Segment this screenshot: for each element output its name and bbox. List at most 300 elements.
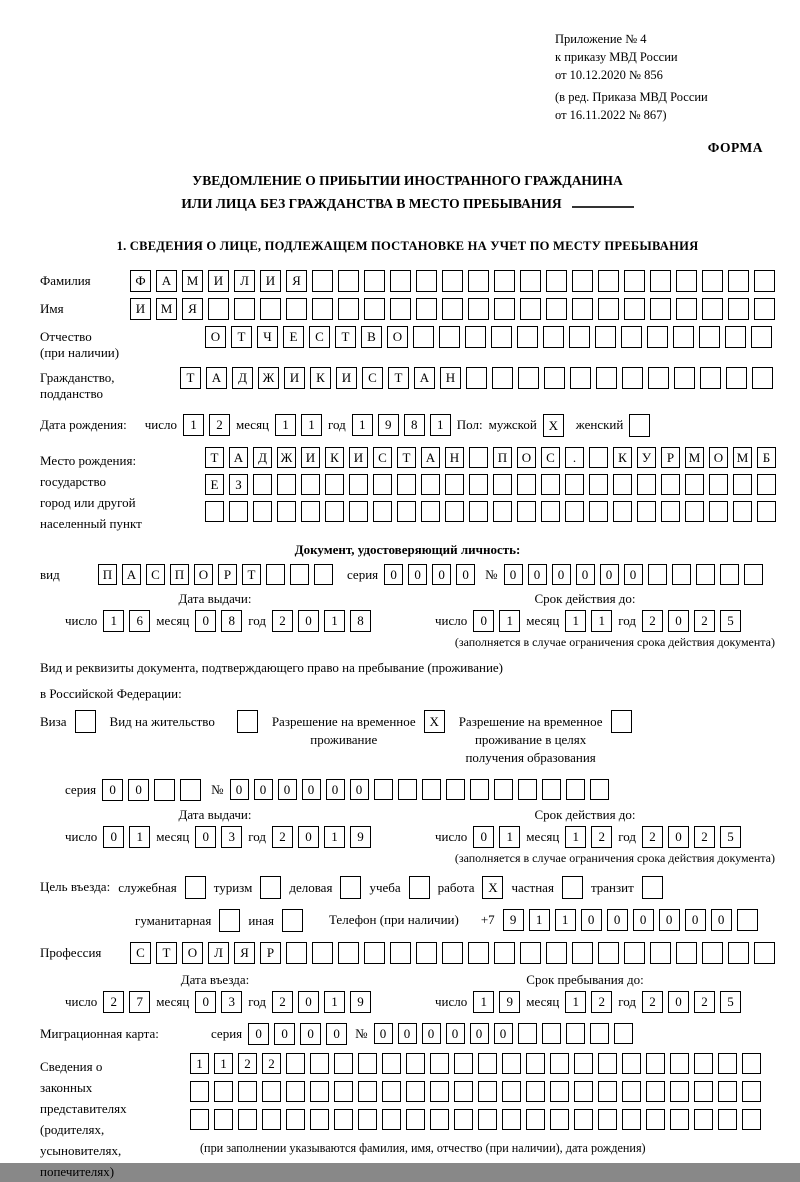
char-cell[interactable] <box>466 367 487 389</box>
char-cell[interactable]: 0 <box>432 564 451 585</box>
char-cell[interactable] <box>358 1053 377 1074</box>
char-cell[interactable] <box>672 564 691 585</box>
char-cell[interactable] <box>685 474 704 495</box>
char-cell[interactable] <box>469 501 488 522</box>
char-cell[interactable]: Ж <box>258 367 279 389</box>
char-cell[interactable] <box>262 1109 281 1130</box>
char-cell[interactable]: 0 <box>103 826 124 848</box>
char-cell[interactable] <box>546 942 567 964</box>
char-cell[interactable]: А <box>206 367 227 389</box>
char-cell[interactable]: Р <box>260 942 281 964</box>
char-cell[interactable] <box>622 1053 641 1074</box>
char-cell[interactable]: 0 <box>298 610 319 632</box>
char-cell[interactable] <box>262 1081 281 1102</box>
char-cell[interactable] <box>454 1081 473 1102</box>
char-cell[interactable] <box>312 942 333 964</box>
char-cell[interactable] <box>589 501 608 522</box>
char-cell[interactable]: К <box>613 447 632 468</box>
char-cell[interactable]: К <box>310 367 331 389</box>
char-cell[interactable]: 0 <box>195 826 216 848</box>
char-cell[interactable] <box>334 1081 353 1102</box>
char-cell[interactable] <box>648 367 669 389</box>
char-cell[interactable] <box>301 501 320 522</box>
char-cell[interactable] <box>650 942 671 964</box>
char-cell[interactable]: К <box>325 447 344 468</box>
char-cell[interactable] <box>622 1109 641 1130</box>
char-cell[interactable] <box>416 298 437 320</box>
char-cell[interactable]: П <box>170 564 189 585</box>
char-cell[interactable]: 0 <box>494 1023 513 1044</box>
char-cell[interactable]: 0 <box>408 564 427 585</box>
char-cell[interactable] <box>397 501 416 522</box>
char-cell[interactable] <box>465 326 486 348</box>
humanitarian-checkbox[interactable] <box>219 909 240 932</box>
char-cell[interactable]: 0 <box>278 779 297 800</box>
char-cell[interactable]: Т <box>180 367 201 389</box>
char-cell[interactable] <box>733 474 752 495</box>
char-cell[interactable] <box>574 1053 593 1074</box>
char-cell[interactable] <box>468 298 489 320</box>
char-cell[interactable] <box>541 501 560 522</box>
char-cell[interactable]: 2 <box>209 414 230 436</box>
char-cell[interactable] <box>180 779 201 801</box>
char-cell[interactable] <box>238 1081 257 1102</box>
char-cell[interactable]: 8 <box>350 610 371 632</box>
char-cell[interactable] <box>492 367 513 389</box>
other-checkbox[interactable] <box>282 909 303 932</box>
char-cell[interactable]: М <box>733 447 752 468</box>
char-cell[interactable] <box>190 1109 209 1130</box>
char-cell[interactable] <box>416 270 437 292</box>
char-cell[interactable]: И <box>130 298 151 320</box>
char-cell[interactable] <box>546 270 567 292</box>
char-cell[interactable] <box>382 1081 401 1102</box>
char-cell[interactable] <box>565 474 584 495</box>
char-cell[interactable]: 0 <box>528 564 547 585</box>
char-cell[interactable] <box>253 474 272 495</box>
char-cell[interactable] <box>650 298 671 320</box>
char-cell[interactable]: Я <box>182 298 203 320</box>
char-cell[interactable] <box>470 779 489 800</box>
char-cell[interactable]: 0 <box>298 991 319 1013</box>
char-cell[interactable] <box>520 298 541 320</box>
char-cell[interactable]: 0 <box>711 909 732 931</box>
char-cell[interactable]: М <box>685 447 704 468</box>
char-cell[interactable] <box>518 367 539 389</box>
char-cell[interactable]: 1 <box>183 414 204 436</box>
char-cell[interactable] <box>397 474 416 495</box>
char-cell[interactable]: 2 <box>642 826 663 848</box>
char-cell[interactable]: 0 <box>624 564 643 585</box>
char-cell[interactable] <box>566 1023 585 1044</box>
char-cell[interactable]: 0 <box>668 610 689 632</box>
char-cell[interactable] <box>364 298 385 320</box>
char-cell[interactable]: 0 <box>128 779 149 801</box>
char-cell[interactable]: П <box>98 564 117 585</box>
char-cell[interactable]: И <box>336 367 357 389</box>
char-cell[interactable]: 1 <box>190 1053 209 1074</box>
char-cell[interactable] <box>446 779 465 800</box>
char-cell[interactable] <box>478 1109 497 1130</box>
char-cell[interactable] <box>542 1023 561 1044</box>
temporary-residence-education-checkbox[interactable] <box>611 710 632 733</box>
char-cell[interactable] <box>590 779 609 800</box>
char-cell[interactable]: 0 <box>374 1023 393 1044</box>
char-cell[interactable]: С <box>373 447 392 468</box>
char-cell[interactable]: 8 <box>404 414 425 436</box>
char-cell[interactable] <box>589 474 608 495</box>
char-cell[interactable]: 0 <box>668 991 689 1013</box>
char-cell[interactable]: И <box>284 367 305 389</box>
char-cell[interactable] <box>416 942 437 964</box>
char-cell[interactable]: С <box>130 942 151 964</box>
transit-checkbox[interactable] <box>642 876 663 899</box>
char-cell[interactable]: 9 <box>350 991 371 1013</box>
char-cell[interactable] <box>290 564 309 585</box>
char-cell[interactable]: 2 <box>272 991 293 1013</box>
char-cell[interactable] <box>752 367 773 389</box>
business-checkbox[interactable] <box>340 876 361 899</box>
visa-checkbox[interactable] <box>75 710 96 733</box>
char-cell[interactable] <box>468 270 489 292</box>
char-cell[interactable]: 2 <box>694 610 715 632</box>
char-cell[interactable]: Т <box>205 447 224 468</box>
char-cell[interactable]: А <box>156 270 177 292</box>
char-cell[interactable] <box>421 501 440 522</box>
char-cell[interactable]: 9 <box>503 909 524 931</box>
temporary-residence-checkbox[interactable]: X <box>424 710 445 733</box>
char-cell[interactable] <box>338 298 359 320</box>
char-cell[interactable] <box>190 1081 209 1102</box>
char-cell[interactable] <box>572 942 593 964</box>
char-cell[interactable] <box>670 1081 689 1102</box>
char-cell[interactable] <box>364 942 385 964</box>
char-cell[interactable] <box>286 1053 305 1074</box>
char-cell[interactable]: Т <box>388 367 409 389</box>
char-cell[interactable] <box>751 326 772 348</box>
char-cell[interactable]: 0 <box>470 1023 489 1044</box>
char-cell[interactable]: 9 <box>378 414 399 436</box>
char-cell[interactable] <box>421 474 440 495</box>
char-cell[interactable] <box>647 326 668 348</box>
char-cell[interactable] <box>598 942 619 964</box>
char-cell[interactable] <box>624 942 645 964</box>
char-cell[interactable]: О <box>517 447 536 468</box>
char-cell[interactable] <box>439 326 460 348</box>
char-cell[interactable] <box>742 1109 761 1130</box>
char-cell[interactable] <box>596 367 617 389</box>
char-cell[interactable] <box>229 501 248 522</box>
char-cell[interactable] <box>733 501 752 522</box>
char-cell[interactable]: Е <box>205 474 224 495</box>
char-cell[interactable]: 0 <box>552 564 571 585</box>
char-cell[interactable]: С <box>146 564 165 585</box>
char-cell[interactable] <box>208 298 229 320</box>
char-cell[interactable] <box>454 1053 473 1074</box>
char-cell[interactable]: О <box>387 326 408 348</box>
char-cell[interactable]: 2 <box>591 826 612 848</box>
char-cell[interactable]: 1 <box>103 610 124 632</box>
char-cell[interactable] <box>646 1081 665 1102</box>
char-cell[interactable]: Ж <box>277 447 296 468</box>
char-cell[interactable]: 2 <box>272 826 293 848</box>
residence-permit-checkbox[interactable] <box>237 710 258 733</box>
char-cell[interactable]: Т <box>335 326 356 348</box>
char-cell[interactable] <box>544 367 565 389</box>
char-cell[interactable] <box>718 1053 737 1074</box>
char-cell[interactable] <box>442 942 463 964</box>
char-cell[interactable] <box>266 564 285 585</box>
char-cell[interactable]: С <box>309 326 330 348</box>
char-cell[interactable] <box>390 270 411 292</box>
char-cell[interactable] <box>478 1081 497 1102</box>
char-cell[interactable] <box>728 270 749 292</box>
char-cell[interactable]: Р <box>661 447 680 468</box>
male-checkbox[interactable]: X <box>543 414 564 437</box>
char-cell[interactable] <box>726 367 747 389</box>
char-cell[interactable] <box>598 298 619 320</box>
private-checkbox[interactable] <box>562 876 583 899</box>
char-cell[interactable]: 5 <box>720 826 741 848</box>
char-cell[interactable]: 1 <box>565 826 586 848</box>
char-cell[interactable] <box>325 474 344 495</box>
char-cell[interactable] <box>637 501 656 522</box>
char-cell[interactable]: 2 <box>694 826 715 848</box>
char-cell[interactable] <box>277 501 296 522</box>
char-cell[interactable] <box>502 1081 521 1102</box>
char-cell[interactable]: Л <box>208 942 229 964</box>
char-cell[interactable]: 0 <box>398 1023 417 1044</box>
char-cell[interactable]: Ч <box>257 326 278 348</box>
char-cell[interactable] <box>526 1053 545 1074</box>
char-cell[interactable] <box>598 270 619 292</box>
char-cell[interactable]: 1 <box>499 826 520 848</box>
char-cell[interactable] <box>550 1109 569 1130</box>
char-cell[interactable] <box>757 501 776 522</box>
char-cell[interactable] <box>694 1109 713 1130</box>
char-cell[interactable]: 0 <box>473 826 494 848</box>
char-cell[interactable] <box>286 298 307 320</box>
char-cell[interactable]: 2 <box>642 610 663 632</box>
char-cell[interactable] <box>517 501 536 522</box>
char-cell[interactable]: Н <box>440 367 461 389</box>
char-cell[interactable] <box>214 1081 233 1102</box>
char-cell[interactable]: Н <box>445 447 464 468</box>
char-cell[interactable] <box>676 942 697 964</box>
char-cell[interactable] <box>572 270 593 292</box>
char-cell[interactable] <box>598 1109 617 1130</box>
char-cell[interactable]: 1 <box>499 610 520 632</box>
char-cell[interactable]: 1 <box>129 826 150 848</box>
char-cell[interactable] <box>624 270 645 292</box>
char-cell[interactable]: 1 <box>214 1053 233 1074</box>
char-cell[interactable]: 1 <box>275 414 296 436</box>
tourism-checkbox[interactable] <box>260 876 281 899</box>
char-cell[interactable] <box>358 1109 377 1130</box>
char-cell[interactable] <box>702 942 723 964</box>
char-cell[interactable] <box>598 1081 617 1102</box>
study-checkbox[interactable] <box>409 876 430 899</box>
char-cell[interactable] <box>301 474 320 495</box>
char-cell[interactable] <box>494 270 515 292</box>
char-cell[interactable]: 0 <box>473 610 494 632</box>
char-cell[interactable]: 1 <box>301 414 322 436</box>
char-cell[interactable] <box>565 501 584 522</box>
char-cell[interactable] <box>286 1081 305 1102</box>
char-cell[interactable] <box>621 326 642 348</box>
char-cell[interactable] <box>312 298 333 320</box>
char-cell[interactable] <box>491 326 512 348</box>
char-cell[interactable] <box>494 942 515 964</box>
char-cell[interactable] <box>676 298 697 320</box>
char-cell[interactable] <box>517 326 538 348</box>
char-cell[interactable] <box>699 326 720 348</box>
char-cell[interactable] <box>589 447 608 468</box>
char-cell[interactable]: А <box>421 447 440 468</box>
char-cell[interactable]: 0 <box>350 779 369 800</box>
char-cell[interactable] <box>624 298 645 320</box>
char-cell[interactable]: 0 <box>446 1023 465 1044</box>
char-cell[interactable] <box>517 474 536 495</box>
char-cell[interactable] <box>442 270 463 292</box>
char-cell[interactable]: И <box>260 270 281 292</box>
char-cell[interactable] <box>595 326 616 348</box>
char-cell[interactable]: 2 <box>591 991 612 1013</box>
char-cell[interactable] <box>325 501 344 522</box>
char-cell[interactable] <box>502 1109 521 1130</box>
char-cell[interactable] <box>390 298 411 320</box>
char-cell[interactable] <box>520 942 541 964</box>
char-cell[interactable] <box>661 474 680 495</box>
char-cell[interactable]: 0 <box>102 779 123 801</box>
char-cell[interactable]: 0 <box>274 1023 295 1045</box>
char-cell[interactable] <box>673 326 694 348</box>
char-cell[interactable] <box>374 779 393 800</box>
char-cell[interactable]: 0 <box>298 826 319 848</box>
char-cell[interactable]: У <box>637 447 656 468</box>
char-cell[interactable]: 0 <box>659 909 680 931</box>
char-cell[interactable]: 7 <box>129 991 150 1013</box>
char-cell[interactable] <box>720 564 739 585</box>
char-cell[interactable]: 1 <box>529 909 550 931</box>
char-cell[interactable] <box>382 1053 401 1074</box>
char-cell[interactable] <box>493 501 512 522</box>
char-cell[interactable]: 1 <box>324 991 345 1013</box>
char-cell[interactable] <box>430 1053 449 1074</box>
char-cell[interactable]: 9 <box>350 826 371 848</box>
char-cell[interactable]: Я <box>286 270 307 292</box>
char-cell[interactable] <box>613 474 632 495</box>
char-cell[interactable]: Б <box>757 447 776 468</box>
char-cell[interactable] <box>310 1053 329 1074</box>
char-cell[interactable] <box>468 942 489 964</box>
char-cell[interactable] <box>154 779 175 801</box>
char-cell[interactable] <box>598 1053 617 1074</box>
char-cell[interactable] <box>312 270 333 292</box>
char-cell[interactable] <box>430 1081 449 1102</box>
char-cell[interactable]: 0 <box>685 909 706 931</box>
char-cell[interactable]: В <box>361 326 382 348</box>
char-cell[interactable] <box>373 501 392 522</box>
char-cell[interactable]: И <box>301 447 320 468</box>
char-cell[interactable] <box>702 270 723 292</box>
char-cell[interactable] <box>520 270 541 292</box>
char-cell[interactable] <box>349 474 368 495</box>
char-cell[interactable] <box>709 501 728 522</box>
char-cell[interactable] <box>430 1109 449 1130</box>
char-cell[interactable]: 1 <box>565 991 586 1013</box>
char-cell[interactable]: Т <box>156 942 177 964</box>
char-cell[interactable] <box>541 474 560 495</box>
char-cell[interactable]: А <box>414 367 435 389</box>
char-cell[interactable] <box>709 474 728 495</box>
char-cell[interactable]: 6 <box>129 610 150 632</box>
char-cell[interactable]: С <box>362 367 383 389</box>
char-cell[interactable]: И <box>208 270 229 292</box>
char-cell[interactable] <box>314 564 333 585</box>
char-cell[interactable]: 1 <box>430 414 451 436</box>
char-cell[interactable]: 0 <box>422 1023 441 1044</box>
char-cell[interactable] <box>614 1023 633 1044</box>
char-cell[interactable]: О <box>709 447 728 468</box>
char-cell[interactable] <box>260 298 281 320</box>
char-cell[interactable]: М <box>182 270 203 292</box>
char-cell[interactable]: 0 <box>254 779 273 800</box>
char-cell[interactable] <box>725 326 746 348</box>
char-cell[interactable]: 0 <box>326 1023 347 1045</box>
char-cell[interactable]: 8 <box>221 610 242 632</box>
char-cell[interactable]: . <box>565 447 584 468</box>
char-cell[interactable] <box>406 1081 425 1102</box>
char-cell[interactable]: 0 <box>248 1023 269 1045</box>
char-cell[interactable]: 1 <box>473 991 494 1013</box>
char-cell[interactable]: Т <box>242 564 261 585</box>
char-cell[interactable]: 0 <box>300 1023 321 1045</box>
char-cell[interactable]: 2 <box>272 610 293 632</box>
char-cell[interactable] <box>238 1109 257 1130</box>
char-cell[interactable] <box>637 474 656 495</box>
char-cell[interactable] <box>406 1053 425 1074</box>
char-cell[interactable]: Д <box>232 367 253 389</box>
char-cell[interactable]: 0 <box>633 909 654 931</box>
char-cell[interactable] <box>310 1081 329 1102</box>
char-cell[interactable] <box>398 779 417 800</box>
char-cell[interactable] <box>694 1053 713 1074</box>
char-cell[interactable] <box>253 501 272 522</box>
char-cell[interactable]: 0 <box>195 991 216 1013</box>
char-cell[interactable] <box>566 779 585 800</box>
char-cell[interactable] <box>718 1109 737 1130</box>
char-cell[interactable] <box>334 1053 353 1074</box>
char-cell[interactable]: 0 <box>456 564 475 585</box>
char-cell[interactable] <box>542 779 561 800</box>
char-cell[interactable] <box>661 501 680 522</box>
char-cell[interactable] <box>454 1109 473 1130</box>
char-cell[interactable]: 0 <box>504 564 523 585</box>
char-cell[interactable]: 3 <box>221 826 242 848</box>
char-cell[interactable]: А <box>229 447 248 468</box>
char-cell[interactable] <box>742 1053 761 1074</box>
char-cell[interactable] <box>648 564 667 585</box>
char-cell[interactable] <box>445 501 464 522</box>
char-cell[interactable]: 1 <box>324 610 345 632</box>
char-cell[interactable] <box>546 298 567 320</box>
char-cell[interactable] <box>742 1081 761 1102</box>
char-cell[interactable] <box>349 501 368 522</box>
char-cell[interactable]: Е <box>283 326 304 348</box>
char-cell[interactable] <box>728 942 749 964</box>
char-cell[interactable]: И <box>349 447 368 468</box>
